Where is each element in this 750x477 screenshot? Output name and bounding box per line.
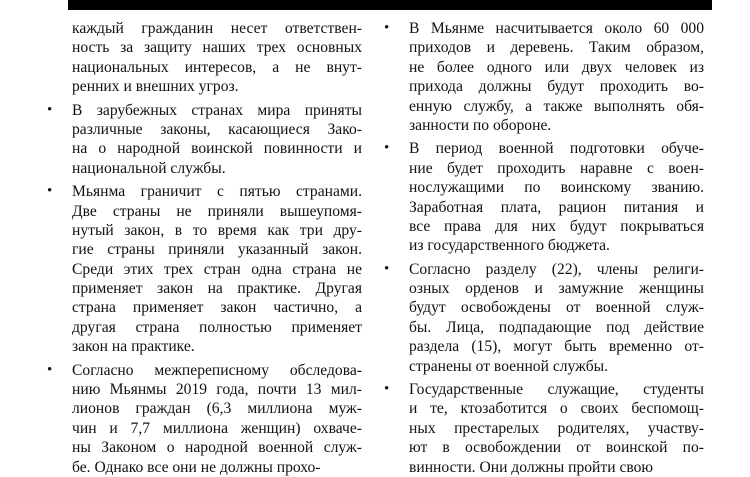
text-line — [47, 221, 362, 240]
line-text: Мьянма граничит с пятью странами. — [72, 183, 362, 201]
paragraph — [384, 19, 704, 135]
line-text: все права для них будут покрываться — [409, 217, 704, 235]
text-line — [384, 318, 704, 337]
line-text: озных орденов и замужние женщины — [409, 280, 704, 298]
line-text: страна применяет закон частично, а — [72, 299, 362, 317]
text-line — [384, 260, 704, 279]
line-text: нослужащими по воинскому званию. — [409, 179, 704, 197]
text-line — [47, 58, 362, 77]
line-text: нутый закон, в то время как три дру- — [72, 221, 362, 239]
header-black-bar — [68, 0, 712, 10]
line-text: В период военной подготовки обуче- — [409, 140, 704, 158]
line-text: ны Законом о народной военной служ- — [72, 439, 362, 457]
line-text: чин и 7,7 миллиона женщин) охваче- — [72, 419, 362, 437]
text-line — [384, 337, 704, 356]
line-text: гие страны приняли указанный закон. — [72, 241, 362, 259]
paragraph — [384, 380, 704, 477]
text-line — [384, 19, 704, 38]
line-text: приходов и деревень. Таким образом, — [409, 39, 704, 57]
text-line — [384, 357, 704, 376]
text-line — [384, 178, 704, 197]
line-text: бе. Однако все они не должны прохо- — [72, 458, 321, 476]
text-line — [47, 337, 362, 356]
line-text: не более одного или двух человек из — [409, 58, 704, 76]
line-text: раздела (15), могут быть временно от- — [409, 338, 704, 356]
text-line — [384, 77, 704, 96]
text-line — [384, 116, 704, 135]
text-line — [47, 260, 362, 279]
paragraph — [47, 182, 362, 357]
line-text: лионов граждан (6,3 миллиона муж- — [72, 400, 362, 418]
text-line — [384, 279, 704, 298]
line-text: другая страна полностью применяет — [72, 318, 362, 336]
text-line — [47, 202, 362, 221]
bullet-icon: • — [47, 183, 53, 200]
line-text: Заработная плата, рацион питания и — [409, 198, 704, 216]
line-text: Две страны не приняли вышеупомя- — [72, 202, 362, 220]
line-text: В Мьянме насчитывается около 60 000 — [409, 20, 704, 37]
line-text: различные законы, касающиеся Зако- — [72, 120, 362, 138]
text-line — [47, 438, 362, 457]
text-line — [47, 298, 362, 317]
paragraph — [384, 260, 704, 376]
bullet-icon: • — [47, 361, 53, 378]
line-text: В зарубежных странах мира приняты — [72, 101, 362, 119]
line-text: ных престарелых родителях, участву- — [409, 419, 704, 437]
text-line — [47, 318, 362, 337]
line-text: ность за защиту наших трех основных — [72, 39, 362, 57]
text-line — [47, 380, 362, 399]
paragraph — [384, 139, 704, 255]
text-line — [384, 217, 704, 236]
line-text: применяет закон на практике. Другая — [72, 280, 362, 298]
text-line — [384, 97, 704, 116]
line-text: на о народной воинской повинности и — [72, 140, 362, 158]
line-text: Среди этих трех стран одна страна не — [72, 260, 362, 278]
left-column — [47, 19, 362, 477]
line-text: из государственного бюджета. — [409, 237, 610, 255]
line-text: занности по обороне. — [409, 116, 552, 134]
text-line — [47, 159, 362, 178]
text-line — [384, 458, 704, 477]
text-line — [384, 38, 704, 57]
line-text: прихода должны будут проходить во- — [409, 78, 704, 96]
line-text: странены от военной службы. — [409, 357, 609, 375]
text-line — [47, 120, 362, 139]
line-text: национальных интересов, а не внут- — [72, 58, 362, 76]
line-text: национальной службы. — [72, 159, 226, 177]
line-text: каждый гражданин несет ответствен- — [72, 20, 362, 37]
text-line — [47, 458, 362, 477]
bullet-icon: • — [384, 260, 390, 277]
line-text: ние будет проходить наравне с воен- — [409, 159, 704, 177]
line-text: Государственные служащие, студенты — [409, 381, 704, 399]
text-line — [47, 399, 362, 418]
line-text: бы. Лица, подпадающие под действие — [409, 318, 704, 336]
text-line — [384, 419, 704, 438]
paragraph — [47, 19, 362, 97]
bullet-icon: • — [47, 101, 53, 118]
bullet-icon: • — [384, 381, 390, 398]
text-line — [47, 361, 362, 380]
line-text: закон на практике. — [72, 338, 195, 356]
line-text: и те, ктозаботится о своих беспомощ- — [409, 400, 704, 418]
right-column — [384, 19, 704, 477]
paragraph — [47, 101, 362, 179]
text-line — [384, 399, 704, 418]
bullet-icon: • — [384, 20, 390, 36]
text-line — [47, 77, 362, 96]
text-line — [384, 159, 704, 178]
line-text: ренних и внешних угроз. — [72, 78, 239, 96]
text-line — [384, 380, 704, 399]
line-text: винности. Они должны пройти свою — [409, 458, 654, 476]
text-line — [47, 182, 362, 201]
bullet-icon: • — [384, 140, 390, 157]
line-text: нию Мьянмы 2019 года, почти 13 мил- — [72, 381, 362, 399]
text-line — [384, 236, 704, 255]
text-line — [47, 101, 362, 120]
text-line — [47, 279, 362, 298]
text-line — [384, 298, 704, 317]
text-line — [384, 438, 704, 457]
line-text: будут освобождены от военной служ- — [409, 299, 704, 317]
text-line — [384, 198, 704, 217]
text-line — [47, 139, 362, 158]
text-line — [47, 19, 362, 38]
text-line — [384, 139, 704, 158]
text-line — [47, 240, 362, 259]
line-text: ют в освобождении от воинской по- — [409, 439, 704, 457]
line-text: енную службу, а также выполнять обя- — [409, 97, 704, 115]
text-line — [47, 419, 362, 438]
text-line — [384, 58, 704, 77]
line-text: Согласно межпереписному обследова- — [72, 361, 362, 379]
line-text: Согласно разделу (22), члены религи- — [409, 260, 704, 278]
text-line — [47, 38, 362, 57]
